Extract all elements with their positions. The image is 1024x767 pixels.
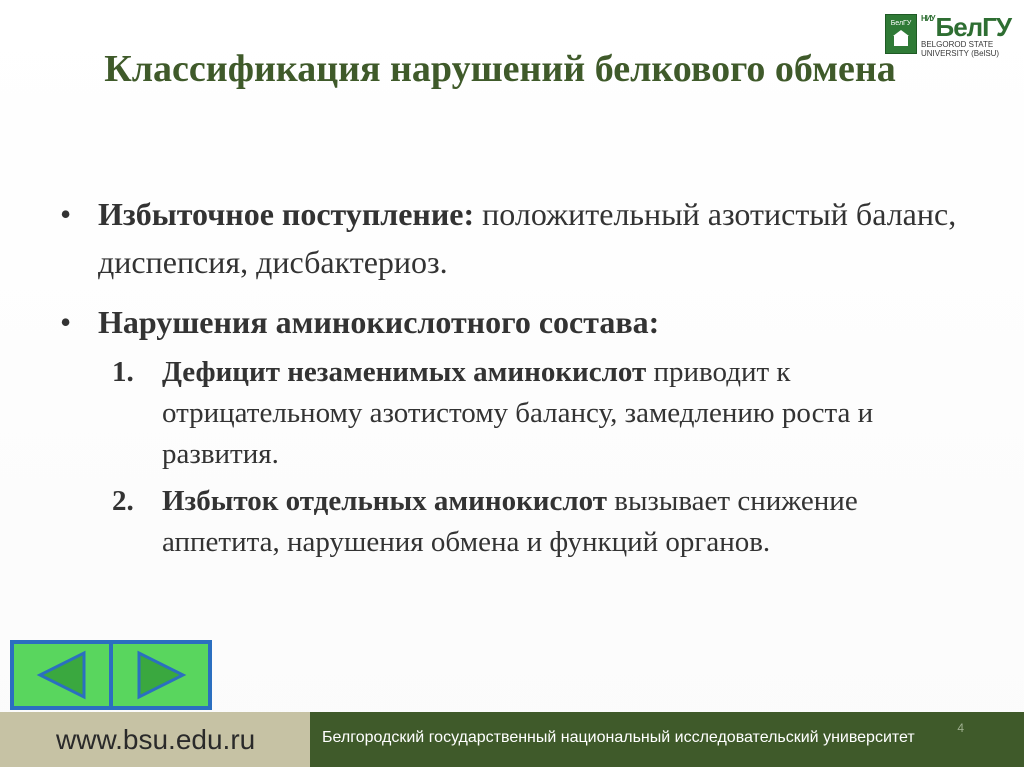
item-number: 2.: [112, 485, 134, 517]
logo-superscript: НИУ: [921, 14, 935, 23]
triangle-left-icon: [34, 649, 90, 701]
item-bold: Дефицит незаменимых аминокислот: [162, 356, 647, 388]
next-slide-button[interactable]: [111, 642, 210, 708]
footer-university: [310, 712, 1024, 767]
logo-badge-text: БелГУ: [890, 20, 912, 27]
bullet-item: [60, 190, 960, 286]
triangle-right-icon: [133, 649, 189, 701]
previous-slide-button[interactable]: [12, 642, 111, 708]
bullet-marker: •: [60, 196, 72, 232]
numbered-item: [112, 481, 960, 563]
logo-subtitle-1: BELGOROD STATE: [921, 40, 994, 49]
numbered-item: [112, 352, 960, 475]
slide-navigation: [10, 640, 212, 710]
slide-content: [60, 190, 960, 563]
footer-university-name: Белгородский государственный национальный исследовательский университет: [322, 729, 915, 746]
bullet-item: [60, 298, 960, 346]
footer-url[interactable]: www.bsu.edu.ru: [0, 712, 310, 767]
bullet-marker: •: [60, 304, 72, 340]
logo-name: БелГУ: [935, 12, 1012, 42]
slide-title: Классификация нарушений белкового обмена: [104, 48, 896, 90]
item-bold: Избыток отдельных аминокислот: [162, 485, 607, 517]
item-text: вызывает снижение аппетита, нарушения обмена и функций органов.: [162, 485, 858, 558]
logo-subtitle-2: UNIVERSITY (BelSU): [921, 49, 1000, 58]
footer: [0, 712, 1024, 767]
item-text: приводит к отрицательному азотистому балансу, замедлению роста и развития.: [162, 356, 874, 470]
page-number: 4: [957, 721, 964, 735]
bullet-bold: Нарушения аминокислотного состава:: [98, 304, 660, 340]
item-number: 1.: [112, 356, 134, 388]
bullet-bold: Избыточное поступление:: [98, 196, 475, 232]
bullet-text: положительный азотистый баланс, диспепсия, дисбактериоз.: [98, 196, 957, 280]
